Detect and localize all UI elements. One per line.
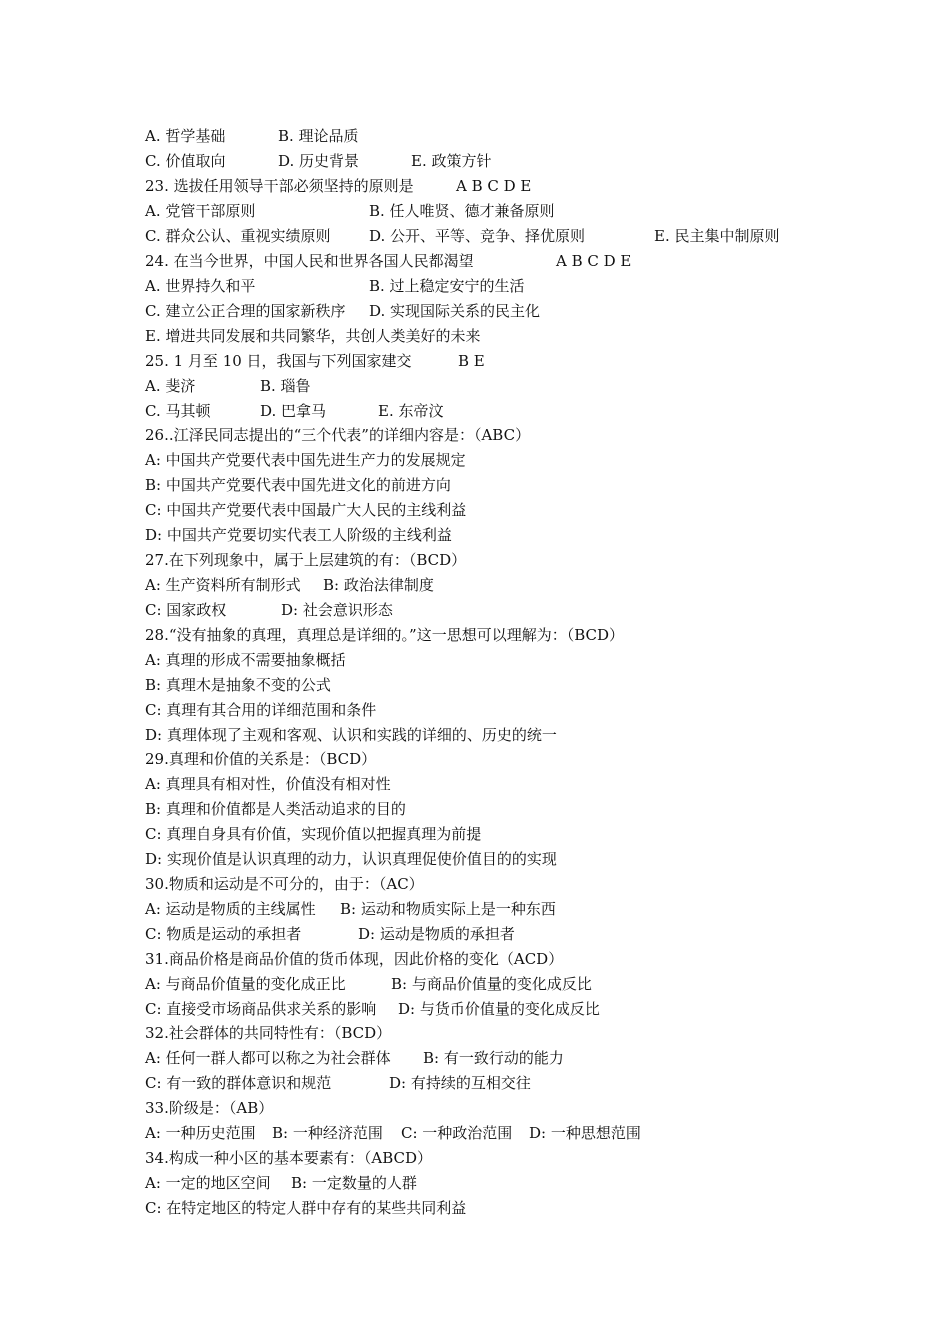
text-segment: A B C D E xyxy=(456,177,532,195)
text-segment: 34.构成一种小区的基本要素有：（ABCD） xyxy=(145,1149,432,1167)
text-segment: 32.社会群体的共同特性有：（BCD） xyxy=(145,1024,392,1042)
text-segment: A: 一定的地区空间 xyxy=(145,1174,271,1192)
text-segment: D: 真理体现了主观和客观、认识和实践的详细的、历史的统一 xyxy=(145,726,557,744)
text-segment: C: 直接受市场商品供求关系的影响 xyxy=(145,1000,377,1018)
text-segment: D: 中国共产党要切实代表工人阶级的主线利益 xyxy=(145,526,452,544)
text-segment: B. 过上稳定安宁的生活 xyxy=(369,277,525,295)
text-segment: E. 政策方针 xyxy=(411,152,492,170)
text-segment: C: 国家政权 xyxy=(145,601,227,619)
text-segment: D. 实现国际关系的民主化 xyxy=(369,302,541,320)
text-segment: C: 中国共产党要代表中国最广大人民的主线利益 xyxy=(145,501,467,519)
text-segment: D: 与货币价值量的变化成反比 xyxy=(398,1000,600,1018)
text-segment: B: 政治法律制度 xyxy=(323,576,434,594)
text-segment: B. 任人唯贤、德才兼备原则 xyxy=(369,202,555,220)
text-segment: B: 真理和价值都是人类活动追求的目的 xyxy=(145,800,406,818)
text-segment: B: 与商品价值量的变化成反比 xyxy=(391,975,592,993)
text-segment: 28.“没有抽象的真理，真理总是详细的。”这一思想可以理解为：（BCD） xyxy=(145,626,624,644)
text-segment: 30.物质和运动是不可分的，由于：（AC） xyxy=(145,875,424,893)
text-segment: B: 一种经济范围 xyxy=(272,1124,383,1142)
text-segment: D. 巴拿马 xyxy=(260,402,327,420)
text-segment: C: 真理有其合用的详细范围和条件 xyxy=(145,701,377,719)
text-segment: A. 斐济 xyxy=(145,377,196,395)
text-segment: D: 实现价值是认识真理的动力，认识真理促使价值目的的实现 xyxy=(145,850,557,868)
text-segment: C: 物质是运动的承担者 xyxy=(145,925,302,943)
text-segment: A: 真理具有相对性，价值没有相对性 xyxy=(145,775,391,793)
text-segment: A. 世界持久和平 xyxy=(145,277,256,295)
text-segment: 29.真理和价值的关系是：（BCD） xyxy=(145,750,377,768)
text-segment: 26..江泽民同志提出的“三个代表”的详细内容是：（ABC） xyxy=(145,426,531,444)
text-segment: C. 马其顿 xyxy=(145,402,211,420)
text-segment: 25. 1 月至 10 日，我国与下列国家建交 xyxy=(145,352,412,370)
text-segment: B E xyxy=(458,352,485,370)
text-segment: 33.阶级是：（AB） xyxy=(145,1099,274,1117)
text-segment: C: 有一致的群体意识和规范 xyxy=(145,1074,332,1092)
text-segment: E. 东帝汶 xyxy=(378,402,444,420)
text-segment: C. 建立公正合理的国家新秩序 xyxy=(145,302,346,320)
text-segment: A: 真理的形成不需要抽象概括 xyxy=(145,651,346,669)
text-segment: B: 一定数量的人群 xyxy=(291,1174,417,1192)
text-segment: E. 民主集中制原则 xyxy=(654,227,780,245)
text-segment: D: 有持续的互相交往 xyxy=(389,1074,531,1092)
text-segment: A: 一种历史范围 xyxy=(145,1124,256,1142)
text-segment: D. 公开、平等、竞争、择优原则 xyxy=(369,227,586,245)
text-segment: A B C D E xyxy=(556,252,632,270)
text-segment: C. 群众公认、重视实绩原则 xyxy=(145,227,331,245)
text-segment: B: 中国共产党要代表中国先进文化的前进方向 xyxy=(145,476,451,494)
text-segment: D: 社会意识形态 xyxy=(281,601,393,619)
text-segment: C: 在特定地区的特定人群中存有的某些共同利益 xyxy=(145,1199,467,1217)
text-segment: D: 一种思想范围 xyxy=(529,1124,641,1142)
text-segment: B: 运动和物质实际上是一种东西 xyxy=(340,900,556,918)
text-segment: A: 生产资料所有制形式 xyxy=(145,576,301,594)
text-segment: A: 任何一群人都可以称之为社会群体 xyxy=(145,1049,391,1067)
text-segment: E. 增进共同发展和共同繁华，共创人类美好的未来 xyxy=(145,327,481,345)
text-segment: C: 一种政治范围 xyxy=(401,1124,513,1142)
text-segment: A: 与商品价值量的变化成正比 xyxy=(145,975,346,993)
text-segment: 27.在下列现象中，属于上层建筑的有：（BCD） xyxy=(145,551,467,569)
text-segment: A. 党管干部原则 xyxy=(145,202,256,220)
text-segment: A: 运动是物质的主线属性 xyxy=(145,900,316,918)
text-segment: D: 运动是物质的承担者 xyxy=(358,925,515,943)
text-segment: 31.商品价格是商品价值的货币体现，因此价格的变化（ACD） xyxy=(145,950,564,968)
text-segment: A. 哲学基础 xyxy=(145,127,226,145)
text-segment: 24. 在当今世界，中国人民和世界各国人民都渴望 xyxy=(145,252,474,270)
text-segment: B. 瑙鲁 xyxy=(260,377,311,395)
text-segment: B. 理论品质 xyxy=(278,127,359,145)
text-segment: A: 中国共产党要代表中国先进生产力的发展规定 xyxy=(145,451,466,469)
text-segment: C. 价值取向 xyxy=(145,152,226,170)
text-segment: B: 真理木是抽象不变的公式 xyxy=(145,676,331,694)
text-segment: B: 有一致行动的能力 xyxy=(423,1049,564,1067)
text-segment: 23. 选拔任用领导干部必须坚持的原则是 xyxy=(145,177,414,195)
text-segment: C: 真理自身具有价值，实现价值以把握真理为前提 xyxy=(145,825,482,843)
text-segment: D. 历史背景 xyxy=(278,152,360,170)
